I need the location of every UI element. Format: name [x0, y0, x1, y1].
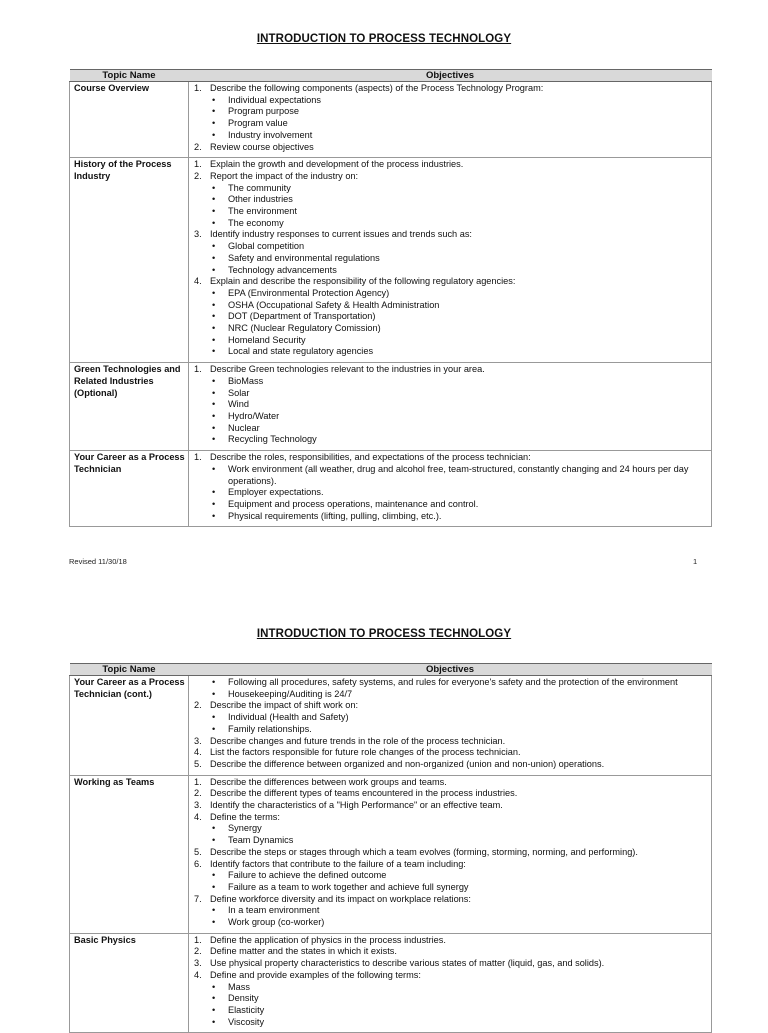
bullet-item: • BioMass: [193, 376, 709, 388]
bullet-item: • Family relationships.: [193, 724, 709, 736]
objective-text: Describe the different types of teams encountered in the process industries.: [210, 788, 518, 799]
topic-name-cell: Working as Teams: [70, 775, 189, 933]
objective-text: Describe the following components (aspects) of the Process Technology Program:: [210, 83, 544, 93]
item-number: 4.: [194, 969, 202, 980]
topic-name-cell: Your Career as a Process Technician: [70, 451, 189, 527]
numbered-objective: [193, 800, 709, 812]
numbered-objective: [193, 452, 709, 464]
numbered-objective: [193, 736, 709, 748]
item-number: 6.: [194, 858, 202, 869]
topic-name-cell: History of the Process Industry: [70, 158, 189, 363]
objective-text: Define matter and the states in which it exists.: [210, 946, 397, 957]
bullet-item: • Mass: [193, 982, 709, 994]
numbered-objective: [193, 894, 709, 906]
objective-text: List the factors responsible for future role changes of the process technician.: [210, 747, 521, 758]
bullet-item: • Work environment (all weather, drug and alcohol free, team-structured, constantly changing and 24 hours per day operations).: [193, 464, 709, 487]
page-title: INTRODUCTION TO PROCESS TECHNOLOGY: [256, 628, 512, 640]
table-header-row: [70, 70, 712, 82]
objective-text: Identify factors that contribute to the failure of a team including:: [210, 858, 466, 869]
page-title: INTRODUCTION TO PROCESS TECHNOLOGY: [256, 33, 512, 45]
bullet-item: • Employer expectations.: [193, 487, 709, 499]
objective-text: Report the impact of the industry on:: [210, 170, 359, 181]
objective-text: Review course objectives: [210, 141, 314, 152]
item-number: 2.: [194, 700, 202, 711]
table-body: [70, 82, 712, 527]
numbered-objective: [193, 847, 709, 859]
bullet-item: • Work group (co-worker): [193, 917, 709, 929]
numbered-objective: [193, 700, 709, 712]
bullet-item: • NRC (Nuclear Regulatory Comission): [193, 323, 709, 335]
objective-text: Describe changes and future trends in the role of the process technician.: [210, 735, 506, 746]
item-number: 7.: [194, 893, 202, 904]
bullet-item: • OSHA (Occupational Safety & Health Administration: [193, 300, 709, 312]
bullet-item: • Housekeeping/Auditing is 24/7: [193, 689, 709, 701]
objective-text: Identify industry responses to current issues and trends such as:: [210, 229, 472, 240]
bullet-item: • Hydro/Water: [193, 411, 709, 423]
header-topic-name: Topic Name: [70, 664, 189, 676]
item-number: 2.: [194, 170, 202, 181]
bullet-item: • In a team environment: [193, 905, 709, 917]
objective-text: Describe the roles, responsibilities, and expectations of the process technician:: [210, 452, 531, 463]
bullet-item: • Equipment and process operations, maintenance and control.: [193, 499, 709, 511]
topic-name-cell: Your Career as a Process Technician (cont.): [70, 676, 189, 776]
bullet-item: • Safety and environmental regulations: [193, 253, 709, 265]
numbered-objective: [193, 142, 709, 154]
objective-text: Identify the characteristics of a "High Performance" or an effective team.: [210, 800, 503, 811]
header-topic-name: Topic Name: [70, 70, 189, 82]
bullet-item: • The environment: [193, 206, 709, 218]
table-row: [70, 363, 712, 451]
numbered-objective: [193, 364, 709, 376]
objective-text: Use physical property characteristics to describe various states of matter (liquid, gas, and solids).: [210, 958, 605, 969]
item-number: 1.: [194, 159, 202, 170]
bullet-item: • Technology advancements: [193, 265, 709, 277]
item-number: 4.: [194, 276, 202, 287]
bullet-item: • The economy: [193, 218, 709, 230]
objectives-cell: [189, 676, 712, 776]
bullet-item: • Individual (Health and Safety): [193, 712, 709, 724]
objectives-cell: [189, 82, 712, 158]
bullet-item: • Wind: [193, 399, 709, 411]
item-number: 3.: [194, 735, 202, 746]
item-number: 4.: [194, 811, 202, 822]
table-row: [70, 676, 712, 776]
bullet-item: • Viscosity: [193, 1017, 709, 1029]
bullet-item: • Failure as a team to work together and achieve full synergy: [193, 882, 709, 894]
numbered-objective: [193, 276, 709, 288]
item-number: 2.: [194, 141, 202, 152]
numbered-objective: [193, 777, 709, 789]
table-row: [70, 158, 712, 363]
table-row: [70, 933, 712, 1033]
numbered-objective: [193, 958, 709, 970]
objective-text: Define and provide examples of the following terms:: [210, 969, 421, 980]
header-objectives: Objectives: [189, 70, 712, 82]
numbered-objective: [193, 946, 709, 958]
item-number: 1.: [194, 776, 202, 787]
objective-text: Define workforce diversity and its impact on workplace relations:: [210, 893, 471, 904]
objective-text: Describe the difference between organized and non-organized (union and non-union) operations.: [210, 758, 605, 769]
numbered-objective: [193, 970, 709, 982]
item-number: 5.: [194, 846, 202, 857]
numbered-objective: [193, 171, 709, 183]
item-number: 4.: [194, 747, 202, 758]
numbered-objective: [193, 788, 709, 800]
item-number: 2.: [194, 946, 202, 957]
objectives-cell: [189, 775, 712, 933]
bullet-item: • Recycling Technology: [193, 434, 709, 446]
numbered-objective: [193, 759, 709, 771]
bullet-item: • Industry involvement: [193, 130, 709, 142]
table-row: [70, 775, 712, 933]
page-number: 1: [693, 557, 698, 566]
numbered-objective: [193, 812, 709, 824]
item-number: 3.: [194, 229, 202, 240]
objectives-cell: [189, 451, 712, 527]
bullet-item: • Individual expectations: [193, 95, 709, 107]
numbered-objective: [193, 229, 709, 241]
objective-text: Describe Green technologies relevant to the industries in your area.: [210, 364, 485, 375]
topic-name-cell: Basic Physics: [70, 933, 189, 1033]
numbered-objective: [193, 859, 709, 871]
numbered-objective: [193, 83, 709, 95]
bullet-item: • Nuclear: [193, 423, 709, 435]
revised-date: Revised 11/30/18: [69, 557, 127, 566]
bullet-item: • Local and state regulatory agencies: [193, 346, 709, 358]
objective-text: Explain and describe the responsibility of the following regulatory agencies:: [210, 276, 516, 287]
bullet-item: • Elasticity: [193, 1005, 709, 1017]
bullet-item: • The community: [193, 183, 709, 195]
objectives-cell: [189, 933, 712, 1033]
table-body: [70, 676, 712, 1033]
objective-text: Define the terms:: [210, 811, 280, 822]
objectives-table: [69, 663, 712, 1033]
bullet-item: • Global competition: [193, 241, 709, 253]
bullet-item: • Team Dynamics: [193, 835, 709, 847]
item-number: 1.: [194, 364, 202, 375]
bullet-item: • Homeland Security: [193, 335, 709, 347]
bullet-item: • Program purpose: [193, 106, 709, 118]
table-header-row: [70, 664, 712, 676]
objective-text: Define the application of physics in the process industries.: [210, 934, 446, 945]
objective-text: Explain the growth and development of the process industries.: [210, 159, 464, 170]
bullet-item: • DOT (Department of Transportation): [193, 311, 709, 323]
objective-text: Describe the differences between work groups and teams.: [210, 776, 447, 787]
header-objectives: Objectives: [189, 664, 712, 676]
bullet-item: • Density: [193, 993, 709, 1005]
objectives-table: [69, 69, 712, 527]
item-number: 3.: [194, 800, 202, 811]
item-number: 3.: [194, 958, 202, 969]
table-row: [70, 82, 712, 158]
item-number: 2.: [194, 788, 202, 799]
item-number: 1.: [194, 452, 202, 463]
bullet-item: • Synergy: [193, 823, 709, 835]
topic-name-cell: Green Technologies and Related Industries (Optional): [70, 363, 189, 451]
bullet-item: • Failure to achieve the defined outcome: [193, 870, 709, 882]
numbered-objective: [193, 747, 709, 759]
objectives-cell: [189, 363, 712, 451]
bullet-item: • Physical requirements (lifting, pulling, climbing, etc.).: [193, 511, 709, 523]
bullet-item: • Program value: [193, 118, 709, 130]
numbered-objective: [193, 159, 709, 171]
objective-text: Describe the impact of shift work on:: [210, 700, 359, 711]
bullet-item: • Solar: [193, 388, 709, 400]
numbered-objective: [193, 935, 709, 947]
topic-name-cell: Course Overview: [70, 82, 189, 158]
objectives-cell: [189, 158, 712, 363]
item-number: 1.: [194, 83, 202, 93]
bullet-item: • EPA (Environmental Protection Agency): [193, 288, 709, 300]
table-row: [70, 451, 712, 527]
bullet-item: • Other industries: [193, 194, 709, 206]
item-number: 5.: [194, 758, 202, 769]
bullet-item: • Following all procedures, safety systems, and rules for everyone's safety and the protection of the environment: [193, 677, 709, 689]
objective-text: Describe the steps or stages through which a team evolves (forming, storming, norming, and performing).: [210, 846, 638, 857]
item-number: 1.: [194, 934, 202, 945]
